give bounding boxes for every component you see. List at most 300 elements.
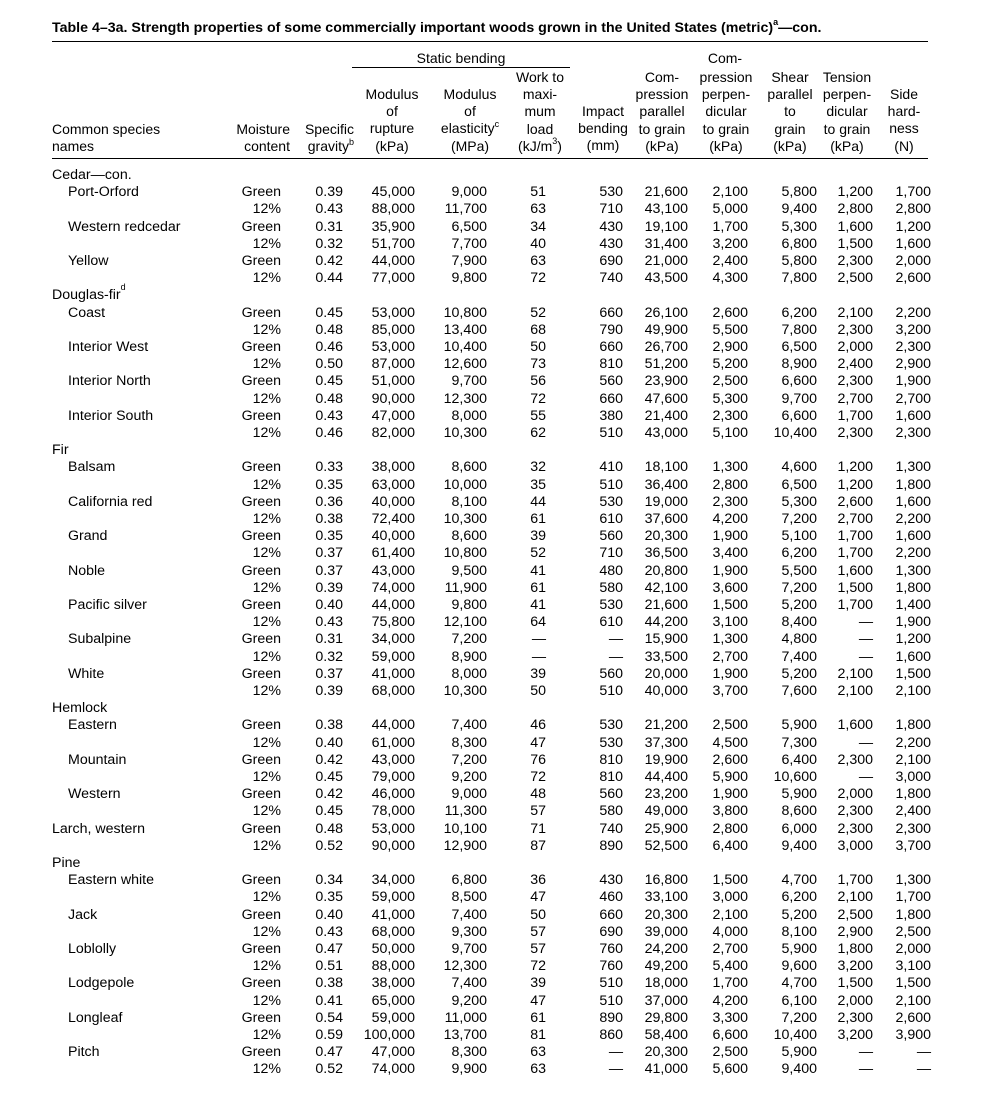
impact-cell: 560	[599, 786, 623, 803]
comp-parallel-cell: 36,400	[644, 476, 688, 493]
species-name-cell: Interior South	[68, 407, 154, 424]
hardness-cell: 1,900	[895, 373, 931, 390]
comp-parallel-cell: 19,000	[644, 493, 688, 510]
specific-gravity-cell: 0.40	[315, 597, 343, 613]
shear-cell: 9,400	[781, 1061, 817, 1078]
species-name-cell: California red	[68, 493, 153, 510]
shear-cell: 5,300	[781, 493, 817, 510]
comp-parallel-cell: 40,000	[644, 683, 688, 699]
tension-cell: 2,300	[837, 751, 873, 768]
work-cell: 87	[530, 837, 546, 854]
impact-cell: 740	[599, 820, 623, 837]
work-cell: —	[531, 648, 546, 665]
impact-cell: 580	[599, 803, 623, 820]
table-row	[0, 821, 997, 838]
specific-gravity-cell: 0.45	[315, 304, 343, 321]
impact-cell: 860	[599, 1027, 623, 1043]
moisture-cell: Green	[241, 941, 281, 957]
header-modulus-of-elasticity: Modulus of elasticity$^c$ (MPa)	[440, 86, 500, 154]
shear-cell: 6,000	[781, 820, 817, 837]
rupture-cell: 61,400	[371, 545, 415, 562]
hardness-cell: 2,300	[895, 425, 931, 441]
moisture-cell: 12%	[252, 992, 281, 1009]
moisture-cell: Green	[241, 631, 281, 648]
comp-parallel-cell: 37,300	[644, 734, 688, 751]
impact-cell: —	[608, 1061, 623, 1078]
rupture-cell: 50,000	[371, 941, 415, 957]
work-cell: —	[531, 631, 546, 648]
work-cell: 50	[530, 339, 546, 355]
hardness-cell: —	[916, 1044, 931, 1061]
shear-cell: 8,100	[781, 923, 817, 940]
tension-cell: 2,400	[837, 356, 873, 373]
moisture-cell: Green	[241, 975, 281, 992]
species-name-cell: Port-Orford	[68, 184, 139, 201]
species-name-cell: Douglas-fir$^d$	[52, 281, 126, 304]
shear-cell: 5,900	[781, 786, 817, 803]
shear-cell: 4,700	[781, 872, 817, 889]
work-cell: 81	[530, 1027, 546, 1043]
hardness-cell: 1,800	[895, 906, 931, 923]
work-cell: 40	[530, 235, 546, 252]
moisture-cell: 12%	[252, 769, 281, 785]
moisture-cell: 12%	[252, 958, 281, 975]
impact-cell: 410	[599, 459, 623, 476]
work-cell: 71	[530, 820, 546, 837]
species-name-cell: Interior West	[68, 339, 149, 355]
hardness-cell: 2,400	[895, 803, 931, 820]
rupture-cell: 40,000	[371, 528, 415, 545]
header-compression-top: Com-	[707, 50, 743, 66]
specific-gravity-cell: 0.40	[315, 734, 343, 751]
specific-gravity-cell: 0.32	[315, 648, 343, 665]
tension-cell: —	[858, 648, 873, 665]
species-name-cell: Larch, western	[52, 820, 146, 837]
specific-gravity-cell: 0.35	[315, 476, 343, 493]
moisture-cell: 12%	[252, 734, 281, 751]
specific-gravity-cell: 0.43	[315, 614, 343, 631]
work-cell: 50	[530, 683, 546, 699]
work-cell: 52	[530, 304, 546, 321]
top-rule	[52, 41, 928, 42]
work-cell: 57	[530, 923, 546, 940]
comp-perp-cell: 5,000	[712, 201, 748, 218]
table-row	[0, 563, 997, 580]
comp-parallel-cell: 23,900	[644, 373, 688, 390]
impact-cell: 890	[599, 837, 623, 854]
hardness-cell: 2,600	[895, 1009, 931, 1026]
specific-gravity-cell: 0.40	[315, 906, 343, 923]
comp-perp-cell: 6,400	[712, 837, 748, 854]
rupture-cell: 65,000	[371, 992, 415, 1009]
elasticity-cell: 9,900	[451, 1061, 487, 1078]
elasticity-cell: 12,300	[443, 390, 487, 407]
work-cell: 50	[530, 906, 546, 923]
hardness-cell: 2,100	[895, 992, 931, 1009]
elasticity-cell: 7,200	[451, 631, 487, 648]
comp-perp-cell: 4,500	[712, 734, 748, 751]
specific-gravity-cell: 0.51	[315, 958, 343, 975]
hardness-cell: 1,900	[895, 614, 931, 631]
elasticity-cell: 9,700	[451, 373, 487, 390]
comp-parallel-cell: 24,200	[644, 941, 688, 957]
comp-perp-cell: 2,700	[712, 648, 748, 665]
specific-gravity-cell: 0.42	[315, 786, 343, 803]
elasticity-cell: 7,400	[451, 717, 487, 734]
shear-cell: 7,300	[781, 734, 817, 751]
table-row	[0, 631, 997, 648]
specific-gravity-cell: 0.31	[315, 218, 343, 235]
impact-cell: 510	[599, 425, 623, 441]
shear-cell: 9,400	[781, 201, 817, 218]
species-name-cell: Pine	[52, 855, 81, 871]
impact-cell: 740	[599, 270, 623, 287]
work-cell: 64	[530, 614, 546, 631]
hardness-cell: 1,800	[895, 476, 931, 493]
rupture-cell: 90,000	[371, 390, 415, 407]
comp-perp-cell: 2,400	[712, 253, 748, 269]
tension-cell: 3,200	[837, 958, 873, 975]
comp-perp-cell: 5,900	[712, 769, 748, 785]
species-name-cell: Pitch	[68, 1044, 100, 1061]
elasticity-cell: 11,700	[444, 201, 487, 218]
elasticity-cell: 8,300	[451, 1044, 487, 1061]
table-row	[0, 907, 997, 924]
table-row	[0, 545, 997, 562]
elasticity-cell: 8,100	[451, 493, 487, 510]
header-modulus-of-rupture: Modulus of rupture (kPa)	[365, 86, 419, 154]
rupture-cell: 44,000	[371, 597, 415, 613]
rupture-cell: 74,000	[371, 1061, 415, 1078]
work-cell: 68	[530, 321, 546, 338]
impact-cell: 510	[599, 683, 623, 699]
shear-cell: 4,700	[781, 975, 817, 992]
comp-parallel-cell: 20,300	[644, 1044, 688, 1061]
moisture-cell: 12%	[252, 476, 281, 493]
work-cell: 32	[530, 459, 546, 476]
work-cell: 72	[530, 390, 546, 407]
comp-perp-cell: 1,300	[712, 459, 748, 476]
comp-parallel-cell: 33,100	[644, 889, 688, 906]
hardness-cell: 2,300	[895, 339, 931, 355]
specific-gravity-cell: 0.38	[315, 975, 343, 992]
species-name-cell: White	[68, 665, 105, 682]
comp-parallel-cell: 39,000	[644, 923, 688, 940]
header-specific-gravity: Specific gravity$^b$	[304, 121, 354, 155]
specific-gravity-cell: 0.59	[315, 1027, 343, 1043]
tension-cell: 2,300	[837, 253, 873, 269]
hardness-cell: 1,400	[895, 597, 931, 613]
shear-cell: 5,900	[781, 941, 817, 957]
rupture-cell: 44,000	[371, 253, 415, 269]
shear-cell: 5,800	[781, 184, 817, 201]
table-row	[0, 889, 997, 906]
elasticity-cell: 12,300	[443, 958, 487, 975]
elasticity-cell: 9,500	[451, 562, 487, 579]
shear-cell: 6,200	[781, 889, 817, 906]
elasticity-cell: 8,900	[451, 648, 487, 665]
table-row	[0, 477, 997, 494]
rupture-cell: 78,000	[371, 803, 415, 820]
moisture-cell: Green	[241, 528, 281, 545]
comp-parallel-cell: 21,600	[644, 184, 688, 201]
tension-cell: 2,800	[837, 201, 873, 218]
rupture-cell: 34,000	[371, 872, 415, 889]
table-row	[0, 993, 997, 1010]
rupture-cell: 61,000	[371, 734, 415, 751]
rupture-cell: 59,000	[371, 1009, 415, 1026]
hardness-cell: 2,100	[895, 683, 931, 699]
moisture-cell: Green	[241, 493, 281, 510]
elasticity-cell: 11,300	[444, 803, 487, 820]
tension-cell: —	[858, 614, 873, 631]
comp-perp-cell: 4,300	[712, 270, 748, 287]
rupture-cell: 68,000	[371, 683, 415, 699]
table-row	[0, 1010, 997, 1027]
table-row	[0, 666, 997, 683]
work-cell: 46	[530, 717, 546, 734]
impact-cell: 530	[599, 597, 623, 613]
header-shear-parallel: Shear parallel to grain (kPa)	[767, 69, 813, 154]
comp-perp-cell: 3,100	[712, 614, 748, 631]
species-name-cell: Pacific silver	[68, 597, 147, 613]
shear-cell: 6,200	[781, 304, 817, 321]
hardness-cell: 2,500	[895, 923, 931, 940]
rupture-cell: 77,000	[371, 270, 415, 287]
table-row	[0, 167, 997, 184]
impact-cell: 660	[599, 304, 623, 321]
hardness-cell: 2,200	[895, 304, 931, 321]
species-name-cell: Fir	[52, 442, 69, 459]
moisture-cell: 12%	[252, 511, 281, 527]
elasticity-cell: 13,400	[443, 321, 487, 338]
work-cell: 41	[530, 597, 546, 613]
comp-parallel-cell: 26,100	[644, 304, 688, 321]
rupture-cell: 72,400	[371, 511, 415, 527]
table-row	[0, 459, 997, 476]
comp-parallel-cell: 33,500	[644, 648, 688, 665]
moisture-cell: 12%	[252, 1027, 281, 1043]
rupture-cell: 35,900	[371, 218, 415, 235]
hardness-cell: 1,200	[895, 218, 931, 235]
impact-cell: 560	[599, 665, 623, 682]
specific-gravity-cell: 0.34	[315, 872, 343, 889]
work-cell: 72	[530, 958, 546, 975]
comp-perp-cell: 3,600	[712, 579, 748, 596]
moisture-cell: Green	[241, 339, 281, 355]
tension-cell: 2,100	[837, 665, 873, 682]
shear-cell: 8,900	[781, 356, 817, 373]
comp-parallel-cell: 29,800	[644, 1009, 688, 1026]
specific-gravity-cell: 0.38	[315, 717, 343, 734]
work-cell: 57	[530, 941, 546, 957]
comp-parallel-cell: 31,400	[644, 235, 688, 252]
work-cell: 36	[530, 872, 546, 889]
comp-parallel-cell: 23,200	[644, 786, 688, 803]
hardness-cell: 1,300	[895, 562, 931, 579]
table-row	[0, 924, 997, 941]
work-cell: 34	[530, 218, 546, 235]
tension-cell: 2,300	[837, 321, 873, 338]
work-cell: 61	[530, 579, 546, 596]
rupture-cell: 40,000	[371, 493, 415, 510]
comp-perp-cell: 2,800	[712, 476, 748, 493]
moisture-cell: Green	[241, 786, 281, 803]
comp-parallel-cell: 20,300	[644, 528, 688, 545]
elasticity-cell: 7,400	[451, 906, 487, 923]
hardness-cell: 2,900	[895, 356, 931, 373]
tension-cell: 1,200	[837, 476, 873, 493]
moisture-cell: 12%	[252, 579, 281, 596]
impact-cell: 530	[599, 734, 623, 751]
table-row	[0, 803, 997, 820]
moisture-cell: 12%	[252, 889, 281, 906]
moisture-cell: Green	[241, 373, 281, 390]
moisture-cell: Green	[241, 717, 281, 734]
comp-perp-cell: 6,600	[712, 1027, 748, 1043]
comp-perp-cell: 1,500	[712, 597, 748, 613]
impact-cell: 560	[599, 528, 623, 545]
specific-gravity-cell: 0.35	[315, 889, 343, 906]
impact-cell: 580	[599, 579, 623, 596]
species-name-cell: Hemlock	[52, 700, 108, 717]
impact-cell: 510	[599, 992, 623, 1009]
rupture-cell: 90,000	[371, 837, 415, 854]
species-name-cell: Interior North	[68, 373, 151, 390]
tension-cell: 1,700	[837, 407, 873, 424]
species-name-cell: Eastern	[68, 717, 117, 734]
comp-perp-cell: 5,400	[712, 958, 748, 975]
rupture-cell: 63,000	[371, 476, 415, 493]
table-row	[0, 236, 997, 253]
hardness-cell: —	[916, 1061, 931, 1078]
hardness-cell: 2,000	[895, 253, 931, 269]
specific-gravity-cell: 0.35	[315, 528, 343, 545]
comp-parallel-cell: 51,200	[644, 356, 688, 373]
comp-parallel-cell: 49,200	[644, 958, 688, 975]
comp-parallel-cell: 49,900	[644, 321, 688, 338]
comp-parallel-cell: 21,000	[644, 253, 688, 269]
header-tension-perpendicular: Tension perpen- dicular to grain (kPa)	[822, 69, 872, 154]
tension-cell: 2,000	[837, 786, 873, 803]
table-row	[0, 683, 997, 700]
rupture-cell: 59,000	[371, 648, 415, 665]
shear-cell: 5,200	[781, 906, 817, 923]
shear-cell: 5,900	[781, 717, 817, 734]
impact-cell: 460	[599, 889, 623, 906]
shear-cell: 5,800	[781, 253, 817, 269]
shear-cell: 6,800	[781, 235, 817, 252]
moisture-cell: Green	[241, 751, 281, 768]
comp-parallel-cell: 36,500	[644, 545, 688, 562]
tension-cell: 1,600	[837, 218, 873, 235]
shear-cell: 9,400	[781, 837, 817, 854]
work-cell: 44	[530, 493, 546, 510]
comp-parallel-cell: 37,000	[644, 992, 688, 1009]
table-row	[0, 975, 997, 992]
impact-cell: 610	[599, 511, 623, 527]
specific-gravity-cell: 0.47	[315, 941, 343, 957]
table-row	[0, 281, 997, 304]
elasticity-cell: 12,600	[443, 356, 487, 373]
comp-parallel-cell: 21,200	[644, 717, 688, 734]
rupture-cell: 41,000	[371, 906, 415, 923]
impact-cell: 530	[599, 717, 623, 734]
moisture-cell: Green	[241, 253, 281, 269]
moisture-cell: Green	[241, 820, 281, 837]
impact-cell: 660	[599, 906, 623, 923]
header-static-bending: Static bending	[416, 50, 506, 66]
comp-parallel-cell: 49,000	[644, 803, 688, 820]
species-name-cell: Subalpine	[68, 631, 132, 648]
comp-parallel-cell: 47,600	[644, 390, 688, 407]
moisture-cell: 12%	[252, 923, 281, 940]
moisture-cell: 12%	[252, 683, 281, 699]
rupture-cell: 53,000	[371, 820, 415, 837]
work-cell: 39	[530, 528, 546, 545]
elasticity-cell: 8,600	[451, 528, 487, 545]
shear-cell: 7,400	[781, 648, 817, 665]
hardness-cell: 1,800	[895, 717, 931, 734]
specific-gravity-cell: 0.43	[315, 923, 343, 940]
work-cell: 62	[530, 425, 546, 441]
elasticity-cell: 10,100	[443, 820, 487, 837]
specific-gravity-cell: 0.45	[315, 769, 343, 785]
table-row	[0, 735, 997, 752]
tension-cell: 2,700	[837, 390, 873, 407]
specific-gravity-cell: 0.36	[315, 493, 343, 510]
work-cell: 61	[530, 1009, 546, 1026]
hardness-cell: 2,200	[895, 545, 931, 562]
tension-cell: 2,100	[837, 304, 873, 321]
tension-cell: —	[858, 631, 873, 648]
shear-cell: 6,100	[781, 992, 817, 1009]
table-row	[0, 1027, 997, 1044]
impact-cell: 560	[599, 373, 623, 390]
species-name-cell: Loblolly	[68, 941, 117, 957]
hardness-cell: 3,000	[895, 769, 931, 785]
specific-gravity-cell: 0.38	[315, 511, 343, 527]
comp-perp-cell: 3,200	[712, 235, 748, 252]
work-cell: 72	[530, 270, 546, 287]
elasticity-cell: 9,200	[451, 769, 487, 785]
rupture-cell: 44,000	[371, 717, 415, 734]
elasticity-cell: 8,600	[451, 459, 487, 476]
table-row	[0, 322, 997, 339]
table-row	[0, 941, 997, 958]
tension-cell: 2,300	[837, 820, 873, 837]
specific-gravity-cell: 0.48	[315, 390, 343, 407]
rupture-cell: 45,000	[371, 184, 415, 201]
impact-cell: —	[608, 648, 623, 665]
shear-cell: 5,500	[781, 562, 817, 579]
moisture-cell: Green	[241, 906, 281, 923]
shear-cell: 7,800	[781, 270, 817, 287]
comp-perp-cell: 1,900	[712, 665, 748, 682]
rupture-cell: 46,000	[371, 786, 415, 803]
table-row	[0, 356, 997, 373]
moisture-cell: 12%	[252, 648, 281, 665]
header-compression-parallel: Com- pression parallel to grain (kPa)	[635, 69, 689, 154]
impact-cell: 890	[599, 1009, 623, 1026]
table-row	[0, 184, 997, 201]
tension-cell: 2,700	[837, 511, 873, 527]
moisture-cell: Green	[241, 218, 281, 235]
specific-gravity-cell: 0.46	[315, 339, 343, 355]
comp-perp-cell: 5,500	[712, 321, 748, 338]
elasticity-cell: 10,800	[443, 304, 487, 321]
header-bottom-rule	[52, 158, 928, 159]
